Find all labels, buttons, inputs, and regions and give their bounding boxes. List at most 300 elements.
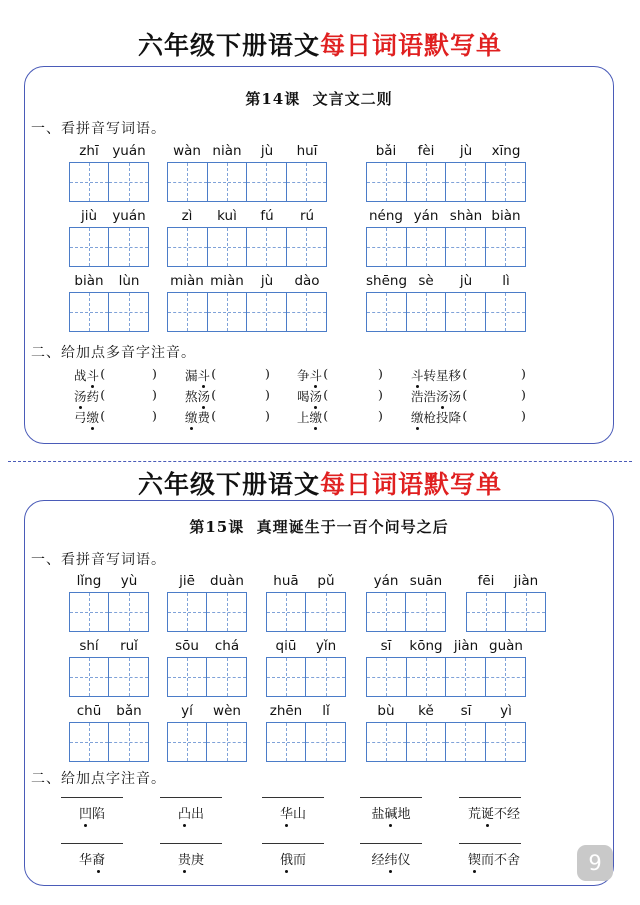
pinyin-line — [69, 208, 149, 226]
pinyin-syllable: sī — [380, 638, 392, 654]
word-box-group — [366, 143, 526, 213]
writing-cell[interactable] — [287, 228, 326, 266]
writing-cell[interactable] — [306, 723, 345, 761]
writing-cell[interactable] — [486, 163, 525, 201]
answer-line[interactable] — [360, 843, 422, 844]
dotted-char: 缴 — [309, 410, 323, 425]
writing-cell[interactable] — [367, 228, 407, 266]
pinyin-syllable: jiē — [179, 573, 195, 589]
dotted-char: 凹 — [78, 807, 92, 822]
dotted-char: 汤 — [197, 389, 211, 404]
answer-paren[interactable]: ) — [265, 408, 270, 423]
writing-cell[interactable] — [207, 723, 246, 761]
annotation-word — [160, 849, 222, 868]
word-box-group — [167, 638, 247, 708]
word-box-group — [167, 143, 327, 213]
pinyin-syllable: chá — [214, 638, 240, 654]
word-part: 出 — [191, 807, 205, 822]
pinyin-line — [167, 573, 247, 591]
pinyin-syllable: suān — [409, 573, 443, 589]
annotation-item — [459, 797, 529, 822]
pinyin-syllable: fèi — [417, 143, 435, 159]
answer-paren[interactable]: ) — [152, 387, 157, 402]
pinyin-syllable: lì — [502, 273, 510, 289]
writing-cell[interactable] — [446, 163, 486, 201]
pinyin-syllable: yán — [413, 208, 439, 224]
tianzige-boxes[interactable] — [69, 722, 149, 762]
word-part: 喝 — [297, 389, 310, 404]
writing-cell[interactable] — [407, 293, 447, 331]
tianzige-boxes[interactable] — [69, 292, 149, 332]
answer-paren[interactable]: ( — [100, 408, 106, 423]
word-part: 争 — [297, 368, 310, 383]
word-part: 经 — [371, 853, 385, 868]
writing-cell[interactable] — [168, 658, 207, 696]
word-part: 熬 — [185, 389, 198, 404]
word-part: 费 — [197, 410, 211, 425]
pinyin-syllable: dào — [294, 273, 320, 289]
word-part: 上 — [297, 410, 310, 425]
polyphone-item — [74, 366, 99, 384]
dotted-char: 裔 — [92, 853, 106, 868]
word-box-group — [366, 208, 526, 278]
pinyin-syllable: huī — [296, 143, 318, 159]
pinyin-syllable: yí — [181, 703, 193, 719]
dotted-char: 华 — [279, 807, 293, 822]
pinyin-line — [366, 703, 526, 721]
word-part: 盐 — [371, 807, 385, 822]
tianzige-boxes[interactable] — [366, 162, 526, 202]
page-title — [0, 31, 640, 61]
annotation-word — [262, 849, 324, 868]
word-part: 荒 — [467, 807, 481, 822]
writing-cell[interactable] — [407, 163, 447, 201]
answer-line[interactable] — [61, 843, 123, 844]
answer-paren[interactable]: ( — [323, 366, 329, 381]
annotation-item — [360, 797, 422, 822]
word-box-group — [69, 143, 149, 213]
answer-paren[interactable]: ) — [265, 387, 270, 402]
answer-paren[interactable]: ) — [378, 366, 383, 381]
writing-cell[interactable] — [70, 723, 109, 761]
pinyin-syllable: yǐn — [315, 638, 337, 654]
dotted-char: 碱 — [384, 807, 398, 822]
pinyin-syllable: ruǐ — [120, 638, 138, 654]
tianzige-boxes[interactable] — [366, 722, 526, 762]
polyphone-item — [411, 408, 461, 426]
writing-cell[interactable] — [70, 293, 109, 331]
word-part: 汤 — [448, 389, 462, 404]
word-box-group — [266, 638, 346, 708]
pinyin-line — [167, 143, 327, 161]
page-title-black: 六年级下册语文 — [137, 470, 320, 499]
pinyin-line — [466, 573, 546, 591]
word-part: 山 — [293, 807, 307, 822]
answer-paren[interactable]: ) — [265, 366, 270, 381]
writing-cell[interactable] — [247, 228, 287, 266]
pinyin-line — [69, 143, 149, 161]
tianzige-boxes[interactable] — [69, 657, 149, 697]
pinyin-syllable: miàn — [210, 273, 244, 289]
tianzige-boxes[interactable] — [266, 722, 346, 762]
answer-paren[interactable]: ( — [323, 387, 329, 402]
writing-cell[interactable] — [446, 723, 486, 761]
pinyin-syllable: zhēn — [269, 703, 303, 719]
pinyin-syllable: kōng — [409, 638, 443, 654]
writing-cell[interactable] — [168, 593, 207, 631]
pinyin-syllable: yán — [373, 573, 399, 589]
answer-line[interactable] — [262, 843, 324, 844]
writing-cell[interactable] — [407, 723, 447, 761]
answer-line[interactable] — [459, 797, 521, 798]
word-part: 陷 — [92, 807, 106, 822]
writing-cell[interactable] — [208, 163, 248, 201]
writing-cell[interactable] — [367, 593, 406, 631]
writing-cell[interactable] — [486, 723, 525, 761]
tianzige-boxes[interactable] — [167, 722, 247, 762]
writing-cell[interactable] — [306, 593, 345, 631]
pinyin-syllable: sōu — [175, 638, 199, 654]
writing-cell[interactable] — [247, 163, 287, 201]
writing-cell[interactable] — [109, 723, 148, 761]
word-part: 弓 — [74, 410, 87, 425]
writing-cell[interactable] — [208, 228, 248, 266]
word-box-group — [167, 208, 327, 278]
pinyin-syllable: néng — [369, 208, 403, 224]
writing-cell[interactable] — [70, 163, 109, 201]
annotation-item — [360, 843, 422, 868]
dotted-char: 斗 — [309, 368, 323, 383]
word-box-group — [69, 703, 149, 773]
pinyin-syllable: shàn — [449, 208, 483, 224]
pinyin-line — [266, 573, 346, 591]
tianzige-boxes[interactable] — [366, 227, 526, 267]
answer-line[interactable] — [262, 797, 324, 798]
page-title-black: 六年级下册语文 — [137, 31, 320, 60]
dotted-char: 凸 — [177, 807, 191, 822]
tianzige-boxes[interactable] — [167, 162, 327, 202]
pinyin-line — [266, 703, 346, 721]
answer-line[interactable] — [160, 797, 222, 798]
dotted-char: 汤 — [436, 389, 449, 404]
pinyin-line — [366, 143, 526, 161]
answer-paren[interactable]: ( — [211, 408, 217, 423]
page-title-red: 每日词语默写单 — [320, 470, 503, 499]
tianzige-boxes[interactable] — [466, 592, 546, 632]
writing-cell[interactable] — [267, 723, 306, 761]
tianzige-boxes[interactable] — [167, 657, 247, 697]
pinyin-line — [69, 573, 149, 591]
polyphone-item — [297, 366, 322, 384]
answer-line[interactable] — [459, 843, 521, 844]
writing-cell[interactable] — [287, 163, 326, 201]
page-number: 9 — [577, 845, 613, 881]
writing-cell[interactable] — [109, 293, 148, 331]
pinyin-syllable: sī — [460, 703, 472, 719]
answer-paren[interactable]: ) — [378, 408, 383, 423]
tianzige-boxes[interactable] — [266, 657, 346, 697]
word-box-group — [366, 703, 526, 773]
answer-paren[interactable]: ) — [521, 366, 526, 381]
answer-paren[interactable]: ( — [323, 408, 329, 423]
word-box-group — [366, 273, 526, 343]
writing-cell[interactable] — [407, 228, 447, 266]
tianzige-boxes[interactable] — [167, 592, 247, 632]
writing-cell[interactable] — [506, 593, 545, 631]
pinyin-syllable: kuì — [217, 208, 237, 224]
word-box-group — [167, 273, 327, 343]
pinyin-syllable: jiàn — [513, 573, 539, 589]
answer-line[interactable] — [360, 797, 422, 798]
pinyin-syllable: biàn — [74, 273, 104, 289]
writing-cell[interactable] — [109, 658, 148, 696]
pinyin-syllable: guàn — [489, 638, 523, 654]
writing-cell[interactable] — [486, 293, 525, 331]
word-part: 而 — [293, 853, 307, 868]
pinyin-line — [167, 208, 327, 226]
pinyin-syllable: rú — [299, 208, 315, 224]
pinyin-line — [69, 638, 149, 656]
word-box-group — [466, 573, 546, 643]
word-part: 庚 — [191, 853, 205, 868]
dotted-char: 斗 — [197, 368, 211, 383]
word-part: 药 — [86, 389, 100, 404]
pinyin-syllable: jù — [459, 273, 473, 289]
word-box-group — [69, 208, 149, 278]
pinyin-syllable: jù — [260, 143, 274, 159]
annotation-item — [160, 843, 222, 868]
annotation-word — [459, 849, 529, 868]
annotation-item — [160, 797, 222, 822]
pinyin-syllable: lùn — [118, 273, 140, 289]
writing-cell[interactable] — [486, 658, 525, 696]
pinyin-syllable: niàn — [212, 143, 242, 159]
tianzige-boxes[interactable] — [167, 227, 327, 267]
pinyin-syllable: duàn — [210, 573, 244, 589]
dotted-char: 纬 — [384, 853, 398, 868]
writing-cell[interactable] — [207, 658, 246, 696]
writing-cell[interactable] — [168, 228, 208, 266]
writing-cell[interactable] — [207, 593, 246, 631]
writing-cell[interactable] — [446, 228, 486, 266]
tianzige-boxes[interactable] — [366, 592, 446, 632]
word-box-group — [69, 573, 149, 643]
writing-cell[interactable] — [367, 293, 407, 331]
writing-cell[interactable] — [306, 658, 345, 696]
annotation-item — [459, 843, 529, 868]
writing-cell[interactable] — [446, 658, 486, 696]
answer-paren[interactable]: ) — [152, 366, 157, 381]
answer-paren[interactable]: ( — [462, 366, 468, 381]
pinyin-line — [366, 573, 446, 591]
word-box-group — [366, 573, 446, 643]
pinyin-line — [167, 703, 247, 721]
word-part: 枪投降 — [423, 410, 462, 425]
writing-cell[interactable] — [109, 228, 148, 266]
word-box-group — [167, 703, 247, 773]
annotation-item — [61, 843, 123, 868]
polyphone-item — [74, 408, 99, 426]
pinyin-syllable: jù — [459, 143, 473, 159]
pinyin-line — [69, 273, 149, 291]
writing-cell[interactable] — [109, 593, 148, 631]
pinyin-syllable: bǎi — [375, 143, 397, 159]
annotation-word — [61, 849, 123, 868]
tianzige-boxes[interactable] — [69, 227, 149, 267]
annotation-item — [61, 797, 123, 822]
writing-cell[interactable] — [247, 293, 287, 331]
lesson-15-section-1-title: 一、看拼音写词语。 — [31, 552, 166, 568]
pinyin-syllable: wèn — [213, 703, 241, 719]
pinyin-syllable: yuán — [112, 208, 146, 224]
answer-paren[interactable]: ) — [152, 408, 157, 423]
word-part: 漏 — [185, 368, 198, 383]
word-box-group — [266, 573, 346, 643]
dotted-char: 俄 — [279, 853, 293, 868]
pinyin-syllable: yuán — [112, 143, 146, 159]
answer-line[interactable] — [61, 797, 123, 798]
pinyin-line — [366, 638, 526, 656]
answer-line[interactable] — [160, 843, 222, 844]
word-part: 浩浩 — [411, 389, 437, 404]
polyphone-item — [411, 366, 461, 384]
writing-cell[interactable] — [287, 293, 326, 331]
tianzige-boxes[interactable] — [366, 292, 526, 332]
pinyin-line — [167, 273, 327, 291]
writing-cell[interactable] — [70, 228, 109, 266]
pinyin-line — [266, 638, 346, 656]
dotted-char: 贵 — [177, 853, 191, 868]
tianzige-boxes[interactable] — [266, 592, 346, 632]
dotted-char: 缴 — [185, 410, 198, 425]
writing-cell[interactable] — [168, 293, 208, 331]
pinyin-syllable: pǔ — [317, 573, 335, 589]
pinyin-syllable: bù — [377, 703, 395, 719]
pinyin-syllable: fēi — [477, 573, 495, 589]
polyphone-item — [297, 387, 322, 405]
annotation-item — [262, 797, 324, 822]
annotation-item — [262, 843, 324, 868]
polyphone-item — [74, 387, 99, 405]
writing-cell[interactable] — [168, 163, 208, 201]
word-box-group — [69, 273, 149, 343]
lesson-14-title: 第14课 文言文二则 — [245, 90, 393, 108]
writing-cell[interactable] — [367, 163, 407, 201]
pinyin-syllable: zhī — [79, 143, 99, 159]
annotation-word — [262, 803, 324, 822]
pinyin-syllable: biàn — [491, 208, 521, 224]
answer-paren[interactable]: ( — [211, 366, 217, 381]
answer-paren[interactable]: ( — [100, 387, 106, 402]
dotted-char: 汤 — [74, 389, 87, 404]
annotation-word — [459, 803, 529, 822]
word-part: 华 — [78, 853, 92, 868]
writing-cell[interactable] — [367, 658, 407, 696]
answer-paren[interactable]: ( — [211, 387, 217, 402]
tianzige-boxes[interactable] — [69, 592, 149, 632]
writing-cell[interactable] — [406, 593, 445, 631]
answer-paren[interactable]: ) — [378, 387, 383, 402]
writing-cell[interactable] — [70, 658, 109, 696]
writing-cell[interactable] — [267, 593, 306, 631]
word-part: 转星移 — [423, 368, 462, 383]
page-title — [0, 470, 640, 500]
page-title-red: 每日词语默写单 — [320, 31, 503, 60]
writing-cell[interactable] — [70, 593, 109, 631]
pinyin-syllable: lǐng — [76, 573, 102, 589]
word-box-group — [167, 573, 247, 643]
pinyin-syllable: kě — [418, 703, 434, 719]
pinyin-syllable: chū — [76, 703, 102, 719]
pinyin-syllable: yù — [120, 573, 138, 589]
word-box-group — [69, 638, 149, 708]
tianzige-boxes[interactable] — [167, 292, 327, 332]
dotted-char: 汤 — [309, 389, 323, 404]
pinyin-syllable: jù — [260, 273, 274, 289]
pinyin-syllable: shí — [79, 638, 99, 654]
answer-paren[interactable]: ) — [521, 387, 526, 402]
writing-cell[interactable] — [446, 293, 486, 331]
dotted-char: 诞 — [480, 807, 494, 822]
answer-paren[interactable]: ) — [521, 408, 526, 423]
tianzige-boxes[interactable] — [69, 162, 149, 202]
pinyin-line — [366, 273, 526, 291]
pinyin-syllable: sè — [418, 273, 434, 289]
word-part: 战 — [74, 368, 87, 383]
polyphone-item — [185, 408, 210, 426]
writing-cell[interactable] — [367, 723, 407, 761]
pinyin-syllable: xīng — [491, 143, 521, 159]
word-part: 而不舍 — [481, 853, 521, 868]
dotted-char: 锲 — [467, 853, 481, 868]
lesson-15-section-2-title: 二、给加点字注音。 — [31, 771, 166, 787]
writing-cell[interactable] — [407, 658, 447, 696]
writing-cell[interactable] — [267, 658, 306, 696]
polyphone-item — [411, 387, 461, 405]
annotation-word — [360, 803, 422, 822]
word-box-group — [366, 638, 526, 708]
writing-cell[interactable] — [208, 293, 248, 331]
annotation-word — [160, 803, 222, 822]
pinyin-syllable: miàn — [170, 273, 204, 289]
lesson-14-section-2-title: 二、给加点多音字注音。 — [31, 345, 196, 361]
word-part: 仪 — [397, 853, 411, 868]
pinyin-syllable: shēng — [366, 273, 408, 289]
answer-paren[interactable]: ( — [462, 408, 468, 423]
pinyin-syllable: qiū — [275, 638, 297, 654]
lesson-15-title: 第15课 真理诞生于一百个问号之后 — [189, 518, 449, 536]
pinyin-syllable: jiù — [80, 208, 98, 224]
tianzige-boxes[interactable] — [366, 657, 526, 697]
pinyin-line — [167, 638, 247, 656]
pinyin-syllable: lǐ — [322, 703, 330, 719]
dotted-char: 缴 — [86, 410, 100, 425]
section-divider — [8, 461, 632, 462]
dotted-char: 斗 — [86, 368, 100, 383]
pinyin-syllable: wàn — [173, 143, 201, 159]
writing-cell[interactable] — [467, 593, 506, 631]
answer-paren[interactable]: ( — [100, 366, 106, 381]
lesson-14-section-1-title: 一、看拼音写词语。 — [31, 121, 166, 137]
answer-paren[interactable]: ( — [462, 387, 468, 402]
pinyin-syllable: zì — [181, 208, 193, 224]
writing-cell[interactable] — [168, 723, 207, 761]
writing-cell[interactable] — [486, 228, 525, 266]
word-part: 不经 — [494, 807, 521, 822]
polyphone-item — [185, 366, 210, 384]
annotation-word — [360, 849, 422, 868]
writing-cell[interactable] — [109, 163, 148, 201]
